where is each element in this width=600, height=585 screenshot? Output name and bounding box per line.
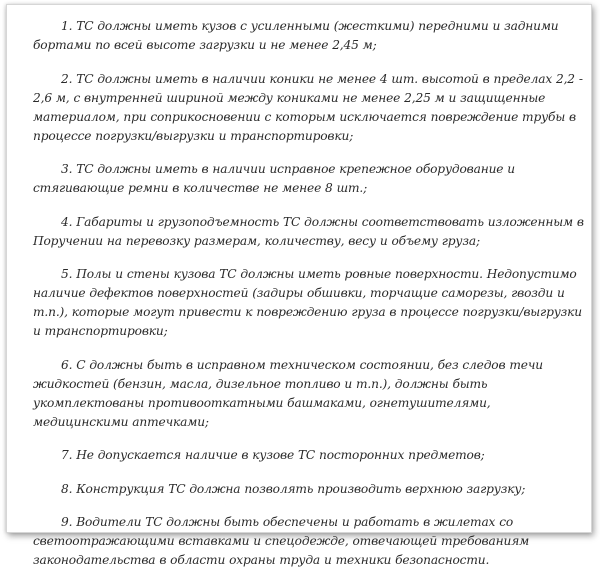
requirement-item-3: 3. ТС должны иметь в наличии исправное крепежное оборудование и стягивающие ремни в количестве не менее 8 шт.; xyxy=(33,162,515,195)
document-frame xyxy=(6,4,592,567)
requirement-item-6: 6. С должны быть в исправном техническом состоянии, без следов течи жидкостей (бензин, масла, дизельное топливо и т.п.), должны быть укомплектованы противооткатными башмаками, огнетушителями, медицинскими аптечками; xyxy=(33,357,543,429)
requirement-item-5: 5. Полы и стены кузова ТС должны иметь ровные поверхности. Недопустимо наличие дефектов поверхностей (задиры обшивки, торчащие саморезы, гвозди и т.п.), которые могут привести к повреждению груза в процессе погрузки/выгрузки и транспортировки; xyxy=(33,267,582,338)
requirement-item-9: 9. Водители ТС должны быть обеспечены и работать в жилетах со светоотражающими вставками и спецодежде, отвечающей требованиям законодательства в области охраны труда и техники безопасности. xyxy=(33,515,530,567)
requirement-item-4: 4. Габариты и грузоподъемность ТС должны соответствовать изложенным в Поручении на перевозку размерам, количеству, весу и объему груза; xyxy=(33,214,584,248)
requirements-list xyxy=(33,17,585,585)
requirement-item-2: 2. ТС должны иметь в наличии коники не менее 4 шт. высотой в пределах 2,2 - 2,6 м, с внутренней шириной между кониками не менее 2,25 м и защищенные материалом, при соприкосновении с которым исключается повреждение трубы в процессе погрузки/выгрузки и транспортировки; xyxy=(33,71,583,143)
requirement-item-1: 1. ТС должны иметь кузов с усиленными (жесткими) передними и задними бортами по всей высоте загрузки и не менее 2,45 м; xyxy=(33,19,559,52)
requirement-item-7: 7. Не допускается наличие в кузове ТС посторонних предметов; xyxy=(61,448,485,462)
requirement-item-8: 8. Конструкция ТС должна позволять производить верхнюю загрузку; xyxy=(61,481,526,496)
